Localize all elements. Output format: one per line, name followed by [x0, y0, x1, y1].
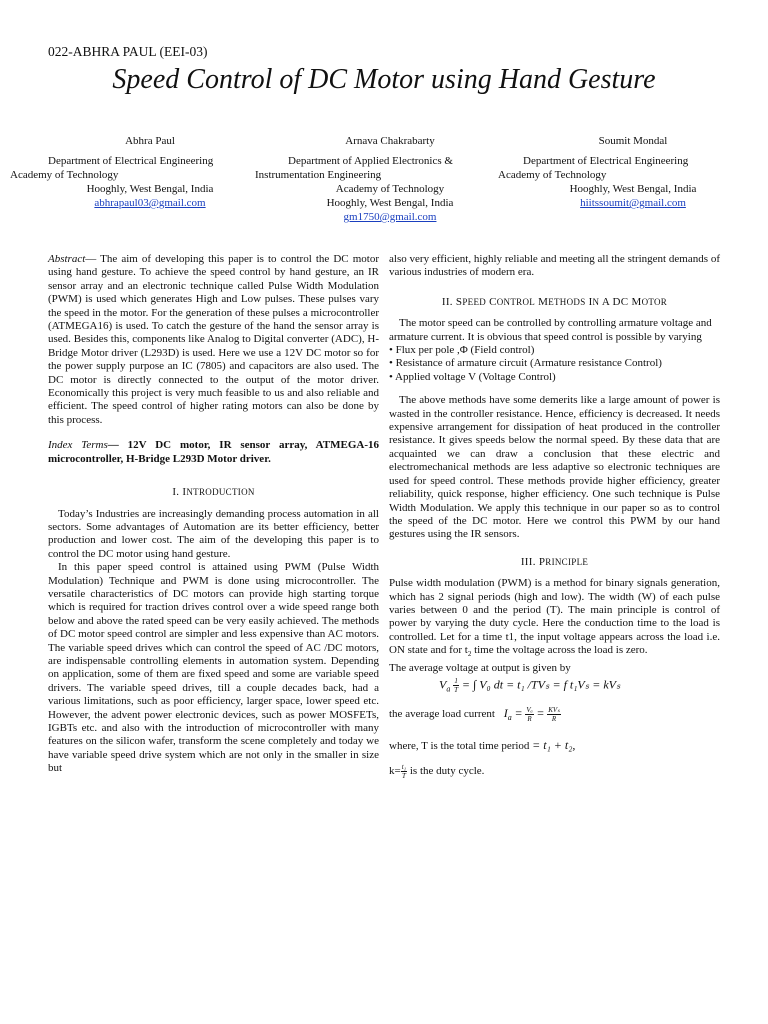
methods-paragraph-1: The motor speed can be controlled by controlling armature voltage and armature current. It is obvious that speed control is possible by varying	[389, 317, 712, 343]
paper-id-line: 022-ABHRA PAUL (EEI-03)	[48, 44, 208, 59]
methods-bullet-flux: • Flux per pole ,Φ (Field control)	[389, 344, 535, 357]
section-heading-principle: III. PRINCIPLE	[520, 555, 589, 568]
index-terms-label: Index Terms	[48, 439, 108, 452]
author-block-1	[10, 134, 290, 210]
section-heading-speed-control-methods: II. SPEED CONTROL METHODS IN A DC MOTOR	[441, 295, 668, 308]
duty-cycle-line: k= $\frac{\text{t₁}}{T}$ is the duty cycle.	[389, 763, 485, 781]
continued-paragraph: also very efficient, highly reliable and meeting all the stringent demands of various industries of modern era.	[389, 253, 720, 279]
author-name: Arnava Chakrabarty	[345, 135, 435, 147]
author-institution: Academy of Technology	[10, 169, 119, 181]
author-place: Hooghly, West Bengal, India	[86, 183, 214, 195]
abstract-paragraph	[48, 253, 379, 427]
author-dept: Department of Electrical Engineering	[523, 155, 689, 167]
fraction: $\frac{1}{T}$	[454, 677, 459, 695]
author-dept: Department of Applied Electronics &	[288, 155, 453, 167]
intro-paragraph-1: Today’s Industries are increasingly demanding process automation in all sectors. Some advantages of Automation are its better efficiency, better production and lower cost. The aim of the developing this paper is to control the DC motor using hand gesture.	[48, 507, 379, 560]
author-block-2	[255, 134, 525, 224]
paper-title: Speed Control of DC Motor using Hand Gesture	[112, 64, 656, 95]
methods-bullet-voltage: • Applied voltage V (Voltage Control)	[389, 370, 556, 383]
average-voltage-equation: $V_a$ $\frac{1}{T}$ = ∫ V₀ dt = t₁ /TVₛ = f t₁Vₛ = kVₛ	[439, 677, 621, 695]
principle-paragraph-1: Pulse width modulation (PWM) is a method for binary signals generation, which has 2 signal periods (high and low). The width (W) of each pulse varies between 0 and the period (T). The main principle is control of power by varying the duty cycle. Here the conduction time to the load is controlled. Let for a time t1, the input voltage appears across the load i.e. ON state and for $t_2$ time the voltage across the load is zero.	[389, 577, 720, 659]
abstract-text: — The aim of developing this paper is to control the DC motor using hand gesture. To achieve the speed control by hand gesture, an IR sensor array and an electronic technique called Pulse Width Modulation (PWM) is used which generates High and Low pulses. These pulses vary the speed in the motor. For the generation of these pulses a microcontroller (ATMEGA16) is used. To catch the gesture of the hand the sensor array is used. Besides this, components like Analog to Digital converter (ADC), H-Bridge Motor driver (L293D) is used. Here we use a 12V DC motor so for the power supply purpose an IC (7805) and capacitors are also used. The DC motor is directly connected to the output of the motor driver. Economically this project is very much feasible to us and also reliable and efficient. The speed control of higher rating motors can also be done by this process.	[48, 253, 379, 426]
author-email-link[interactable]: gm1750@gmail.com	[343, 211, 437, 223]
author-institution: Academy of Technology	[498, 169, 607, 181]
author-place: Hooghly, West Bengal, India	[326, 197, 454, 209]
author-email-link[interactable]: abhrapaul03@gmail.com	[94, 197, 206, 209]
author-institution: Academy of Technology	[335, 183, 445, 195]
left-column	[48, 253, 379, 776]
author-name: Abhra Paul	[125, 135, 175, 147]
total-period-line: where, T is the total time period = t₁ + t₂,	[389, 737, 576, 752]
section-heading-introduction: I. INTRODUCTION	[172, 486, 255, 499]
author-dept-line2: Instrumentation Engineering	[255, 169, 382, 181]
author-place: Hooghly, West Bengal, India	[569, 183, 697, 195]
right-column	[389, 253, 720, 786]
abstract-label: Abstract	[48, 253, 86, 265]
index-terms-text: — 12V DC motor, IR sensor array, ATMEGA-16 microcontroller, H-Bridge L293D Motor driver.	[48, 439, 379, 465]
author-email-link[interactable]: hiitssoumit@gmail.com	[580, 197, 686, 209]
intro-paragraph-2: In this paper speed control is attained using PWM (Pulse Width Modulation) Technique and PWM is done using microcontroller. The versatile characteristics of DC motors can provide high starting torque which is required for traction drives control over a wide speed range both below and above the rated speed can be very easily achieved. The methods of DC motor speed control are simpler and less expensive than AC motors. The variable speed drives which can control the speed of AC /DC motors, are indispensable controlling elements in automation system. Depending on application, some of them are fixed speed and some are variable speed drivers. The variable speed drives, till a couple decades back, had a various limitations, such as poor efficiency, larger space, lower speed etc. However, the advent power electronic devices, such as power MOSFETs, IGBTs etc. and also with the introduction of microcontroller with many features on the silicon wafer, transform the scene completely and today we have variable speed drive system which are not only in the smaller in size but	[48, 561, 379, 775]
author-block-3	[498, 134, 768, 210]
methods-bullet-resistance: • Resistance of armature circuit (Armature resistance Control)	[389, 357, 662, 370]
average-load-current-line: the average load current $I_a$ = $\frac{\text{Vₐ}}{R}$ = $\frac{\text{KVₛ}}{R}$	[389, 706, 560, 724]
principle-paragraph-2: The average voltage at output is given by	[389, 661, 571, 674]
methods-paragraph-2: The above methods have some demerits like a large amount of power is wasted in the controller resistance. Hence, efficiency is decreased. It needs expensive arrangement for dissipation of heat produced in the controller resistance. It gives speeds below the normal speed. By these data that are acquainted we can draw a conclusion that these electric and electromechanical methods are less adaptive so electronic techniques are used for speed control. These methods provide higher efficiency, greater reliability, quick response, higher efficiency. One such technique is Pulse Width Modulation. We apply this technique in our paper so as to control the speed of the DC motor. Here we control this PWM by our hand gestures using the IR sensors.	[389, 394, 720, 541]
author-name: Soumit Mondal	[598, 135, 668, 147]
index-terms-paragraph	[48, 439, 379, 466]
author-dept: Department of Electrical Engineering	[48, 155, 214, 167]
